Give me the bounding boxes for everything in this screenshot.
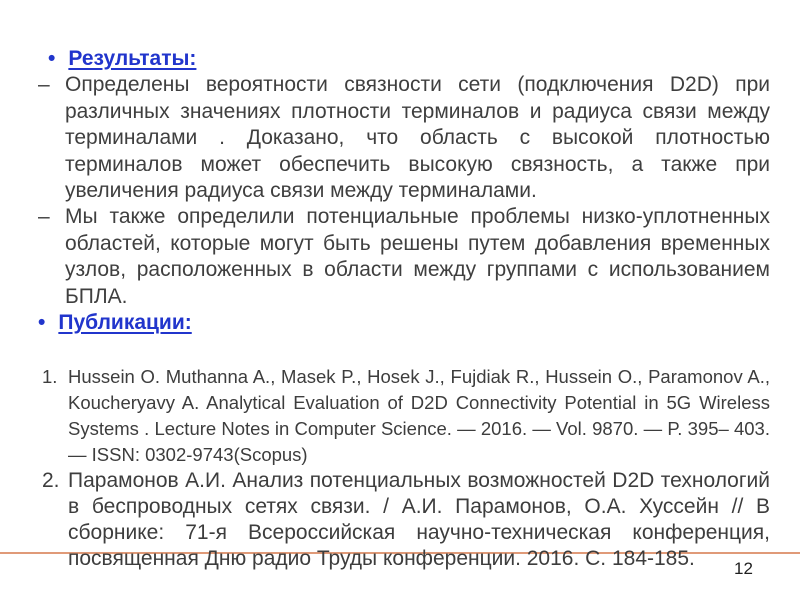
dash-marker-icon: – xyxy=(38,205,50,229)
bullet-icon: • xyxy=(48,47,56,70)
bullet-icon: • xyxy=(38,311,46,335)
results-heading xyxy=(38,46,770,72)
publications-heading-text: Публикации: xyxy=(58,311,192,335)
page-number: 12 xyxy=(734,559,753,578)
publication-item xyxy=(42,468,770,572)
result-item-text: Определены вероятности связности сети (подключения D2D) при различных значениях плотности терминалов и радиуса связи между терминалами . Доказано, что область с высокой плотностью терминалов может обеспечить высокую связность, а также при увеличения радиуса связи между терминалами. xyxy=(65,73,770,203)
result-item xyxy=(38,204,770,310)
result-item-text: Мы также определили потенциальные проблемы низко-уплотненных областей, которые могут быть решены путем добавления временных узлов, расположенных в области между группами с использованием БПЛА. xyxy=(65,205,770,308)
dash-marker-icon: – xyxy=(38,73,50,97)
publication-number: 1. xyxy=(42,366,58,388)
publication-number: 2. xyxy=(42,469,60,493)
publication-text: Парамонов А.И. Анализ потенциальных возможностей D2D технологий в беспроводных сетях связи. / А.И. Парамонов, О.А. Хуссейн // В сборнике: 71-я Всероссийская научно-техническая конференция, посвященная Дню радио Труды конференции. 2016. С. 184-185. xyxy=(68,469,770,571)
results-heading-text: Результаты: xyxy=(68,47,197,70)
publication-item xyxy=(42,364,770,468)
publications-list xyxy=(42,364,770,572)
result-item xyxy=(38,72,770,204)
publication-text: Hussein O. Muthanna A., Masek P., Hosek J., Fujdiak R., Hussein O., Paramonov A., Koucheryavy A. Analytical Evaluation of D2D Connectivity Potential in 5G Wireless Systems . Lecture Notes in Computer Science. — 2016. — Vol. 9870. — P. 395– 403. — ISSN: 0302-9743(Scopus) xyxy=(68,366,770,466)
publications-heading xyxy=(38,310,770,336)
